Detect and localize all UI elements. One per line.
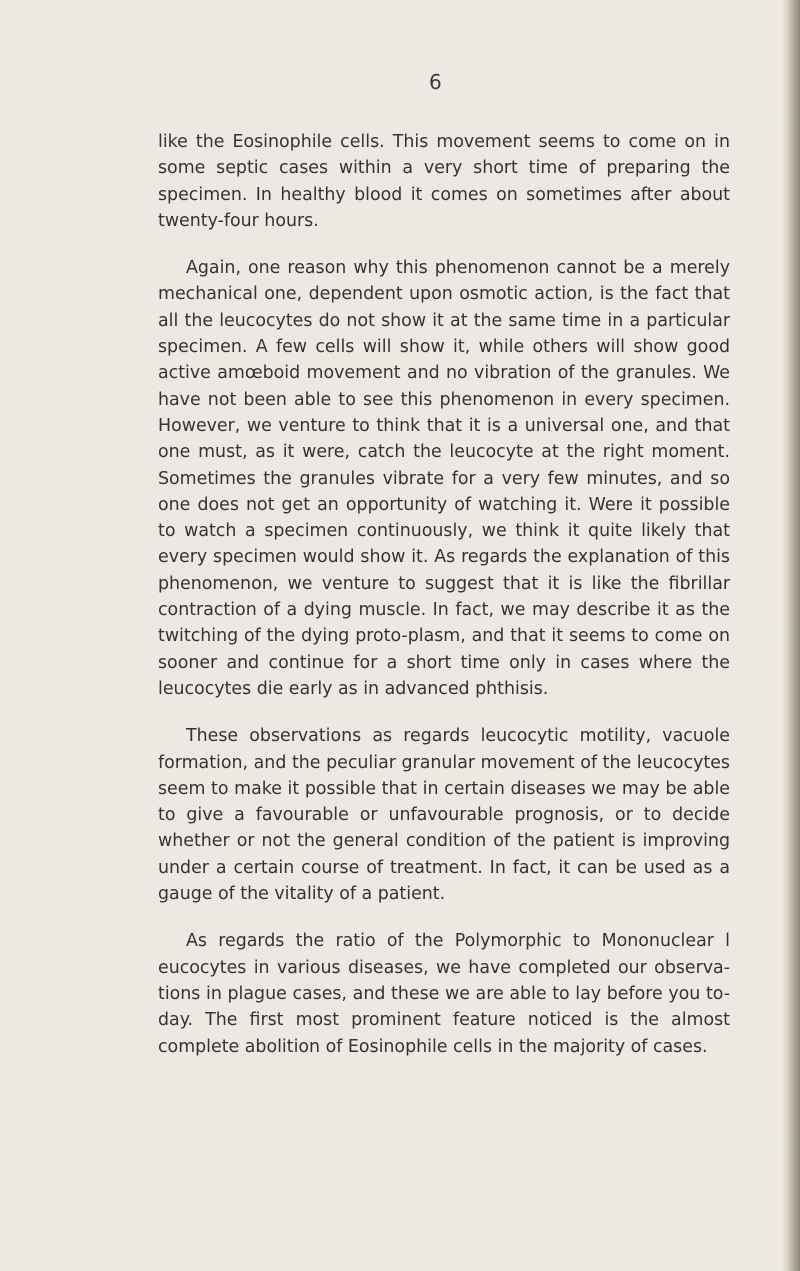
body-text xyxy=(158,129,730,1081)
paragraph-3: These observations as regards leucocytic motility, vacuole formation, and the peculiar granular movement of the leucocytes seem to make it possible that in certain diseases we may be able to give a favourable or unfavourable prognosis, or to decide whether or not the general condition of the patient is improving under a certain course of treatment. In fact, it can be used as a gauge of the vitality of a patient. xyxy=(158,726,730,905)
page-number: 6 xyxy=(429,70,442,94)
paragraph-1: like the Eosinophile cells. This movement seems to come on in some septic cases within a very short time of preparing the specimen. In healthy blood it comes on sometimes after about twenty-four hours. xyxy=(158,132,730,231)
paragraph-4: As regards the ratio of the Polymorphic to Mononuclear l eucocytes in various diseases, we have completed our observa-tions in plague cases, and these we are able to lay before you to-day. The first most prominent feature noticed is the almost complete abolition of Eosinophile cells in the majority of cases. xyxy=(158,931,730,1057)
page-edge-shadow xyxy=(782,0,800,1271)
paragraph-2: Again, one reason why this phenomenon cannot be a merely mechanical one, dependent upon osmotic action, is the fact that all the leucocytes do not show it at the same time in a particular specimen. A few cells will show it, while others will show good active amœboid movement and no vibration of the granules. We have not been able to see this phenomenon in every specimen. However, we venture to think that it is a universal one, and that one must, as it were, catch the leucocyte at the right moment. Sometimes the granules vibrate for a very few minutes, and so one does not get an opportunity of watching it. Were it possible to watch a specimen continuously, we think it quite likely that every specimen would show it. As regards the explanation of this phenomenon, we venture to suggest that it is like the fibrillar contraction of a dying muscle. In fact, we may describe it as the twitching of the dying proto-plasm, and that it seems to come on sooner and continue for a short time only in cases where the leucocytes die early as in advanced phthisis. xyxy=(158,258,730,699)
